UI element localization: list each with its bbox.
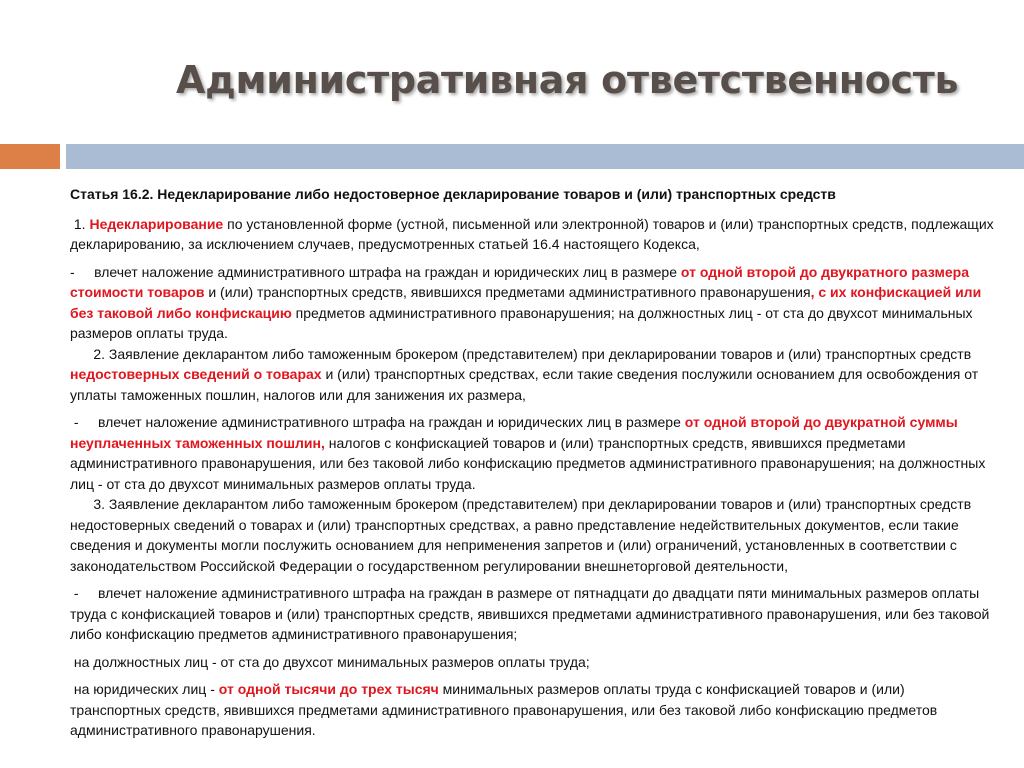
paragraph-8-text-1: на юридических лиц - [70, 681, 219, 697]
paragraph-2-text-1: - влечет наложение административного штрафа на граждан и юридических лиц в размере [70, 263, 677, 280]
paragraph-8-text-2: минимальных размеров оплаты труда с конфискацией товаров и (или) транспортных средств, явившихся предметами административного правонарушения, или без таковой либо конфискацию предметов административного правонарушения. [70, 681, 942, 738]
paragraph-4 [70, 412, 994, 494]
accent-bar-orange [0, 144, 60, 169]
paragraph-5: 3. Заявление декларантом либо таможенным брокером (представителем) при декларировании товаров и (или) транспортных средств недостоверных сведений о товарах и (или) транспортных средствах, а равно представление недействительных документов, если такие сведения и документы могли послужить основанием для неприменения запретов и (или) ограничений, установленных в соответствии с законодательством Российской Федерации о государственном регулировании внешнеторговой деятельности, [70, 496, 976, 574]
paragraph-7: на должностных лиц - от ста до двухсот минимальных размеров оплаты труда; [70, 653, 590, 670]
highlight-confiscation: , с их конфискацией или без таковой либо конфискацию [70, 284, 986, 321]
paragraph-4-text-1: - влечет наложение административного штрафа на граждан и юридических лиц в размере [70, 414, 681, 430]
article-heading: Статья 16.2. Недекларирование либо недостоверное декларирование товаров и (или) транспортных средств [70, 186, 836, 202]
paragraph-8 [70, 679, 994, 741]
paragraph-2-text-3: предметов административного правонарушения; на должностных лиц - от ста до двухсот минимальных размеров оплаты труда. [70, 304, 977, 341]
highlight-penalty-1: от одной второй до двукратного размера стоимости товаров [70, 263, 973, 300]
paragraph-2-text-2: и (или) транспортных средств, явившихся предметами административного правонарушения [204, 284, 811, 300]
highlight-nedeklarirovanie: Недекларирование [89, 215, 224, 232]
paragraph-4-text-2: налогов с конфискацией товаров и (или) транспортных средств, явившихся предметами административного правонарушения, или без таковой либо конфискацию предметов административного правонарушения; на должностных лиц - от ста до двухсот минимальных размеров оплаты труда. [70, 434, 990, 492]
paragraph-3 [70, 344, 994, 406]
highlight-false-info: недостоверных сведений о товарах [70, 366, 322, 382]
article-body [70, 184, 998, 741]
paragraph-3-text-2: и (или) транспортных средствах, если такие сведения послужили основанием для освобождения от уплаты таможенных пошлин, налогов или для занижения их размера, [70, 366, 983, 403]
paragraph-3-text-1: 2. Заявление декларантом либо таможенным брокером (представителем) при декларировании товаров и (или) транспортных средств [70, 345, 976, 362]
highlight-penalty-2: от одной второй до двукратной суммы неуплаченных таможенных пошлин, [70, 414, 962, 451]
paragraph-2 [70, 262, 994, 344]
paragraph-1-prefix: 1. [70, 215, 90, 232]
accent-bar-blue [66, 144, 1024, 169]
paragraph-1-text: по установленной форме (устной, письменной или электронной) товаров и (или) транспортных средств, подлежащих декларированию, за исключением случаев, предусмотренных статьей 16.4 настоящего Кодекса, [70, 215, 998, 252]
paragraph-6: - влечет наложение административного штрафа на граждан в размере от пятнадцати до двадцати пяти минимальных размеров оплаты труда с конфискацией товаров и (или) транспортных средств, явившихся предметами административного правонарушения, или без таковой либо конфискацию предметов административного правонарушения; [70, 585, 994, 642]
paragraph-1 [70, 214, 998, 255]
highlight-legal-entities: от одной тысячи до трех тысяч [218, 681, 439, 697]
slide-title: Административная ответственность [176, 58, 959, 102]
